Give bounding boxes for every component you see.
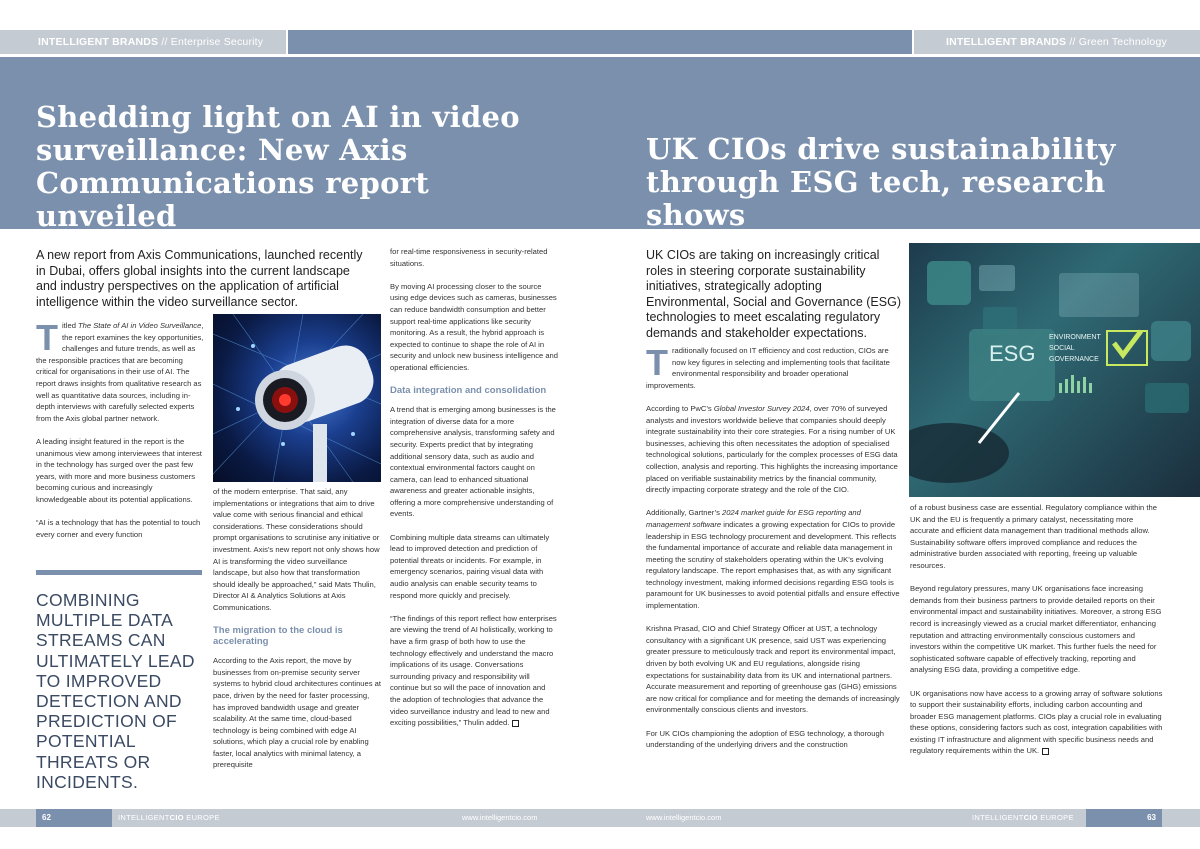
footer-url[interactable]: www.intelligentcio.com — [462, 813, 538, 822]
footer-url[interactable]: www.intelligentcio.com — [646, 813, 722, 822]
article-title-left: Shedding light on AI in video surveillance: New Axis Communications report unveiled — [36, 100, 520, 233]
paragraph: “AI is a technology that has the potential to touch every corner and every function — [36, 518, 201, 539]
article2-column-2 — [910, 502, 1164, 757]
header-bar-center — [288, 30, 912, 54]
title-banner — [0, 57, 1200, 233]
footer-brand: INTELLIGENTCIO EUROPE — [972, 813, 1074, 822]
brand-label: INTELLIGENT BRANDS — [946, 36, 1067, 48]
esg-label: ESG — [989, 341, 1036, 366]
article-title-right: UK CIOs drive sustainability through ESG tech, research shows — [646, 132, 1116, 232]
article-lead-left: A new report from Axis Communications, launched recently in Dubai, offers global insights into the current landscape and industry perspectives on the application of artificial intelligence within the video surveillance sector. — [36, 248, 363, 309]
footer-brand: INTELLIGENTCIO EUROPE — [118, 813, 220, 822]
esg-illustration — [909, 243, 1200, 497]
paragraph: By moving AI processing closer to the source using edge devices such as cameras, businesses can reduce bandwidth consumption and better support real-time applications like security monitoring. As a result, the hybrid approach is expected to continue to shape the role of AI in security and unlock new business intelligence and operational efficiencies. — [390, 281, 559, 372]
camera-illustration — [213, 314, 381, 482]
paragraph: Krishna Prasad, CIO and Chief Strategy Officer at UST, a technology consultancy with a significant UK presence, said UST was experiencing greater pressure to meticulously track and report its environmental impact, driven by both evolving UK and EU regulations, alongside rising expectations for sustainability data from its UK and international partners. Accurate measurement and reporting of greenhouse gas (GHG) emissions are now critical for compliance and for meeting the demands of increasingly environmentally conscious clients and investors. — [646, 624, 900, 715]
paragraph: UK organisations now have access to a growing array of software solutions to support their sustainability efforts, including carbon accounting and broader ESG management platforms. CIOs play a crucial role in evaluating these options, considering factors such as cost, integration capabilities with existing IT infrastructure and alignment with specific business needs and regulatory requirements within the UK. — [910, 688, 1163, 756]
paragraph: According to the Axis report, the move by businesses from on-premise security server systems to hybrid cloud architectures continues at pace, driven by the need for faster processing, has improved bandwidth usage and greater scalability. At the same time, cloud-based technology is being combined with edge AI solutions, which play a crucial role by enabling faster, local analytics with minimal latency, a prerequisite — [213, 656, 381, 770]
section-label-right — [914, 30, 1200, 54]
security-camera-photo — [213, 314, 381, 482]
brand-label: INTELLIGENT BRANDS — [38, 36, 159, 48]
subheading: The migration to the cloud is accelerating — [213, 625, 343, 648]
paragraph: For UK CIOs championing the adoption of ESG technology, a thorough understanding of the underlying drivers and the construction — [646, 728, 884, 750]
paragraph: A trend that is emerging among businesses is the integration of diverse data for a more comprehensive analysis, transforming safety and security. Experts predict that by integrating additional sensory data, such as audio and contextual environmental factors caught on camera, can lead to enhanced situational awareness and greater actionable insights, offering a more comprehensive understanding of events. — [390, 405, 556, 519]
article1-column-2 — [213, 486, 381, 771]
paragraph: Combining multiple data streams can ultimately lead to improved detection and prediction of potential threats or incidents. For example, in emergency scenarios, pairing visual data with audio analysis can enable security teams to respond more quickly and precisely. — [390, 532, 550, 600]
article-lead-right: UK CIOs are taking on increasingly critical roles in steering corporate sustainability initiatives, strategically adopting Environmental, Social and Governance (ESG) technologies to meet escalating regulatory demands and stakeholder expectations. — [646, 248, 901, 340]
drop-cap: T — [36, 317, 58, 358]
paragraph: for real-time responsiveness in security-related situations. — [390, 247, 548, 268]
subheading: Data integration and consolidation — [390, 385, 547, 397]
article1-column-3 — [390, 246, 558, 729]
page-number-left: 62 — [36, 809, 112, 827]
paragraph: of a robust business case are essential. Regulatory compliance within the UK and the EU is frequently a primary catalyst, necessitating more accurate and efficient data management than traditional methods allow. Sustainability software offers improved compliance and reduces the administrative burden associated with reporting, freeing up valuable resources. — [910, 503, 1157, 570]
esg-dashboard-photo — [909, 243, 1200, 497]
paragraph: “The findings of this report reflect how enterprises are viewing the trend of AI holistically, working to have a firm grasp of both how to use the technology effectively and understand the macro implications of its usage. Conversations surrounding privacy and responsibility will continue but so will the pace of innovation and the adoption of technologies that advance the video surveillance industry and lead to new and exciting possibilities,” Thulin added. — [390, 613, 557, 728]
end-of-article-mark — [512, 720, 519, 727]
page-number-right: 63 — [1086, 809, 1162, 827]
pullquote-rule — [36, 570, 202, 575]
paragraph: Beyond regulatory pressures, many UK organisations face increasing demands from their business partners to provide detailed reports on their environmental impact and sustainability initiatives. Moreover, a strong ESG record is increasingly viewed as a crucial market differentiator, enhancing reputation and attracting environmentally conscious customers and investors within the competitive UK market. This further fuels the need for sophisticated software capable of effectively tracking, reporting and analysing ESG data, providing a competitive edge. — [910, 584, 1162, 675]
paragraph: of the modern enterprise. That said, any implementations or integrations that aim to drive value come with serious financial and ethical considerations. These considerations should prompt organisations to scrutinise any initiative or investment. Axis’s new report not only shows how AI is transforming the video surveillance landscape, but also how that transformation should ideally be approached,” said Mats Thulin, Director AI & Analytics Solutions at Axis Communications. — [213, 487, 380, 612]
section-label-left — [0, 30, 286, 54]
section-name: // Enterprise Security — [158, 36, 264, 48]
pullquote: COMBINING MULTIPLE DATA STREAMS CAN ULTIMATELY LEAD TO IMPROVED DETECTION AND PREDICTION OF POTENTIAL THREATS OR INCIDENTS. — [36, 590, 195, 792]
footer-left — [0, 809, 600, 827]
svg-text:ENVIRONMENT: ENVIRONMENT — [1049, 334, 1101, 341]
svg-text:SOCIAL: SOCIAL — [1049, 345, 1075, 352]
end-of-article-mark — [1042, 748, 1049, 755]
svg-text:GOVERNANCE: GOVERNANCE — [1049, 356, 1099, 363]
article1-column-1: Titled The State of AI in Video Surveillance, the report examines the key opportunities, challenges and future trends, as well as the responsible practices that are becoming critical for organisations in their use of AI. The report draws insights from qualitative research as well as quantitative data sources, including in-depth interviews with carefully selected experts from the Axis global partner network. A leading insight featured in the report is the unanimous view among interviewees that interest in the technology has surged over the past few years, with more and more business customers becoming curious and increasingly knowledgeable about its potential applications. “AI is a technology that has the potential to touch every corner and every function — [36, 317, 204, 539]
section-name: // Green Technology — [1066, 36, 1167, 48]
footer-right — [600, 809, 1200, 827]
drop-cap: T — [646, 342, 668, 383]
paragraph: A leading insight featured in the report is the unanimous view among interviewees that interest in the technology has surged over the past few years, with more and more business customers becoming curious and increasingly knowledgeable about its potential applications. — [36, 436, 202, 504]
article2-column-1: Traditionally focused on IT efficiency and cost reduction, CIOs are now key figures in selecting and implementing tools that facilitate environmental responsibility and broader operational improvements. According to PwC’s Global Investor Survey 2024, over 70% of surveyed analysts and investors worldwide believe that companies should deeply integrate sustainability into their core strategies. For a rising number of UK businesses, achieving this often necessitates the adoption of specialised technological solutions, particularly for the complex processes of ESG data collection, analysis and reporting. This highlights the increasing importance placed on verifiable sustainability metrics by the financial community, directly impacting corporate strategy and the role of the CIO. Additionally, Gartner’s 2024 market guide for ESG reporting and management software indicates a growing expectation for CIOs to provide leadership in ESG technology procurement and development. This reflects the fundamental importance of accurate and reliable data management in meeting the scrutiny of stakeholders operating within the UK’s evolving regulatory landscape. The report emphasises that, as with any significant technology investment, making informed decisions regarding ESG tools is paramount for UK businesses to avoid potential pitfalls and ensure effective implementation. Krishna Prasad, CIO and Chief Strategy Officer at UST, a technology consultancy with a significant UK presence, said UST was experiencing greater pressure to meticulously track and report its environmental impact, driven by both evolving UK and EU regulations, alongside rising expectations for sustainability data from its UK and international partners. Accurate measurement and reporting of greenhouse gas (GHG) emissions are now critical for compliance and for meeting the demands of increasingly environmentally conscious clients and investors. For UK CIOs championing the adoption of ESG technology, a thorough understanding of the underlying drivers and the construction — [646, 342, 900, 750]
